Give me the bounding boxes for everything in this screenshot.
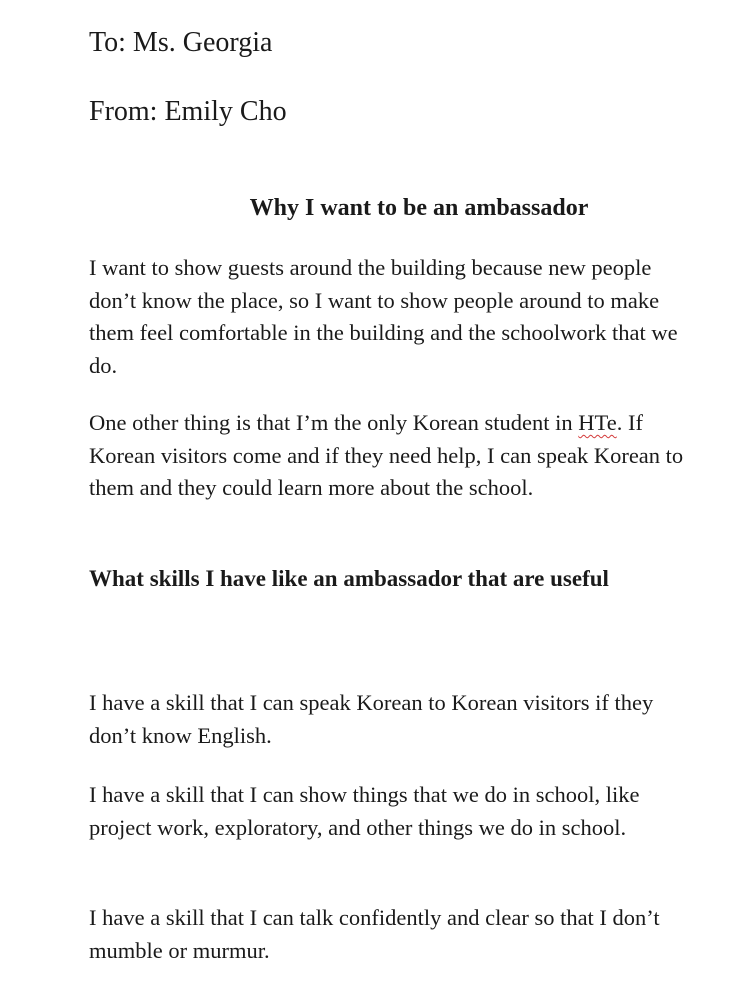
paragraph-why-1: I want to show guests around the building because new people don’t know the place, so I want to show people around to make them feel comfortable in the building and the schoolwork that we do. [89, 255, 678, 378]
memo-from-line: From: Emily Cho [89, 96, 287, 127]
paragraph-skill-2: I have a skill that I can show things that we do in school, like project work, exploratory, and other things we do in school. [89, 782, 640, 840]
section-heading-skills: What skills I have like an ambassador that are useful [89, 566, 609, 591]
paragraph-why-2-start: One other thing is that I’m the only Korean student in [89, 410, 579, 435]
paragraph-skill-3: I have a skill that I can talk confidently and clear so that I don’t mumble or murmur. [89, 905, 660, 963]
section-heading-why: Why I want to be an ambassador [249, 195, 589, 221]
spellcheck-flagged-word[interactable]: HTe [578, 410, 617, 435]
memo-to-line: To: Ms. Georgia [89, 27, 273, 58]
paragraph-why-2 [89, 407, 689, 505]
paragraph-why-2-end: . If Korean visitors come and if they need help, I can speak Korean to them and they could learn more about the school. [89, 410, 684, 500]
paragraph-skill-1: I have a skill that I can speak Korean to Korean visitors if they don’t know English. [89, 690, 654, 748]
